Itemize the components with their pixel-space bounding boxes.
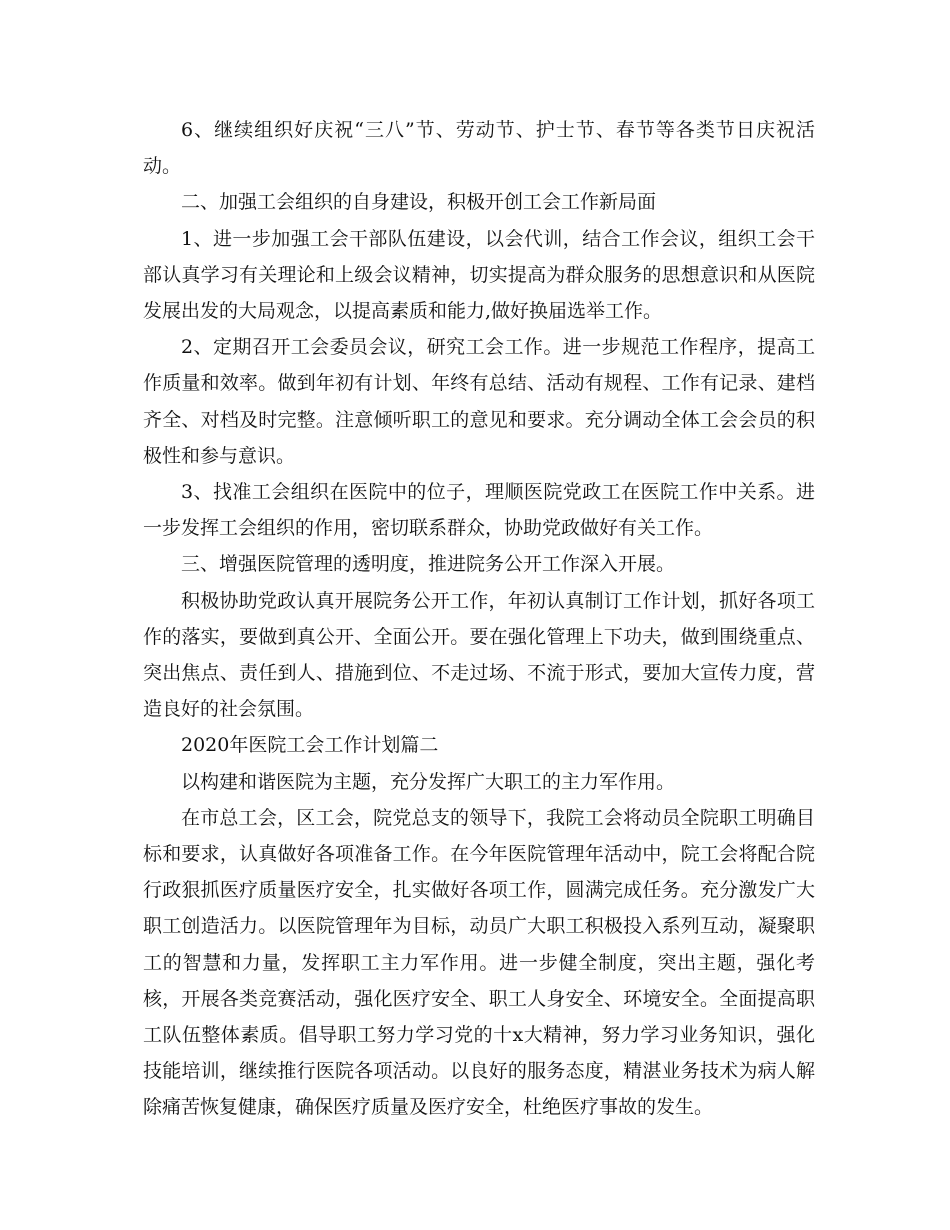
paragraph-transparency: 积极协助党政认真开展院务公开工作，年初认真制订工作计划，抓好各项工作的落实，要做到真公开、全面公开。要在强化管理上下功夫，做到围绕重点、突出焦点、责任到人、措施到位、不走过场、不流于形式，要加大宣传力度，营造良好的社会氛围。 — [143, 589, 815, 721]
document-subtitle: 2020年医院工会工作计划篇二 — [181, 734, 439, 757]
section-heading-2: 二、加强工会组织的自身建设，积极开创工会工作新局面 — [181, 191, 657, 214]
paragraph-plan-body: 在市总工会，区工会，院党总支的领导下，我院工会将动员全院职工明确目标和要求，认真做好各项准备工作。在今年医院管理年活动中，院工会将配合院行政狠抓医疗质量医疗安全，扎实做好各项工作，圆满完成任务。充分激发广大职工创造活力。以医院管理年为目标，动员广大职工积极投入系列互动，凝聚职工的智慧和力量，发挥职工主力军作用。进一步健全制度，突出主题，强化考核，开展各类竞赛活动，强化医疗安全、职工人身安全、环境安全。全面提高职工队伍整体素质。倡导职工努力学习党的十x大精神，努力学习业务知识，强化技能培训，继续推行医院各项活动。以良好的服务态度，精湛业务技术为病人解除痛苦恢复健康，确保医疗质量及医疗安全，杜绝医疗事故的发生。 — [143, 806, 815, 1119]
paragraph-item-3: 3、找准工会组织在医院中的位子，理顺医院党政工在医院工作中关系。进一步发挥工会组织的作用，密切联系群众，协助党政做好有关工作。 — [143, 481, 815, 540]
paragraph-item-6: 6、继续组织好庆祝“三八”节、劳动节、护士节、春节等各类节日庆祝活动。 — [143, 119, 815, 178]
document-body — [143, 112, 815, 1126]
paragraph-item-1: 1、进一步加强工会干部队伍建设，以会代训，结合工作会议，组织工会干部认真学习有关理论和上级会议精神，切实提高为群众服务的思想意识和从医院发展出发的大局观念，以提高素质和能力,做好换届选举工作。 — [143, 227, 815, 323]
paragraph-item-2: 2、定期召开工会委员会议，研究工会工作。进一步规范工作程序，提高工作质量和效率。做到年初有计划、年终有总结、活动有规程、工作有记录、建档齐全、对档及时完整。注意倾听职工的意见和要求。充分调动全体工会会员的积极性和参与意识。 — [143, 336, 815, 467]
paragraph-theme: 以构建和谐医院为主题，充分发挥广大职工的主力军作用。 — [181, 770, 676, 793]
section-heading-3: 三、增强医院管理的透明度，推进院务公开工作深入开展。 — [181, 553, 676, 576]
